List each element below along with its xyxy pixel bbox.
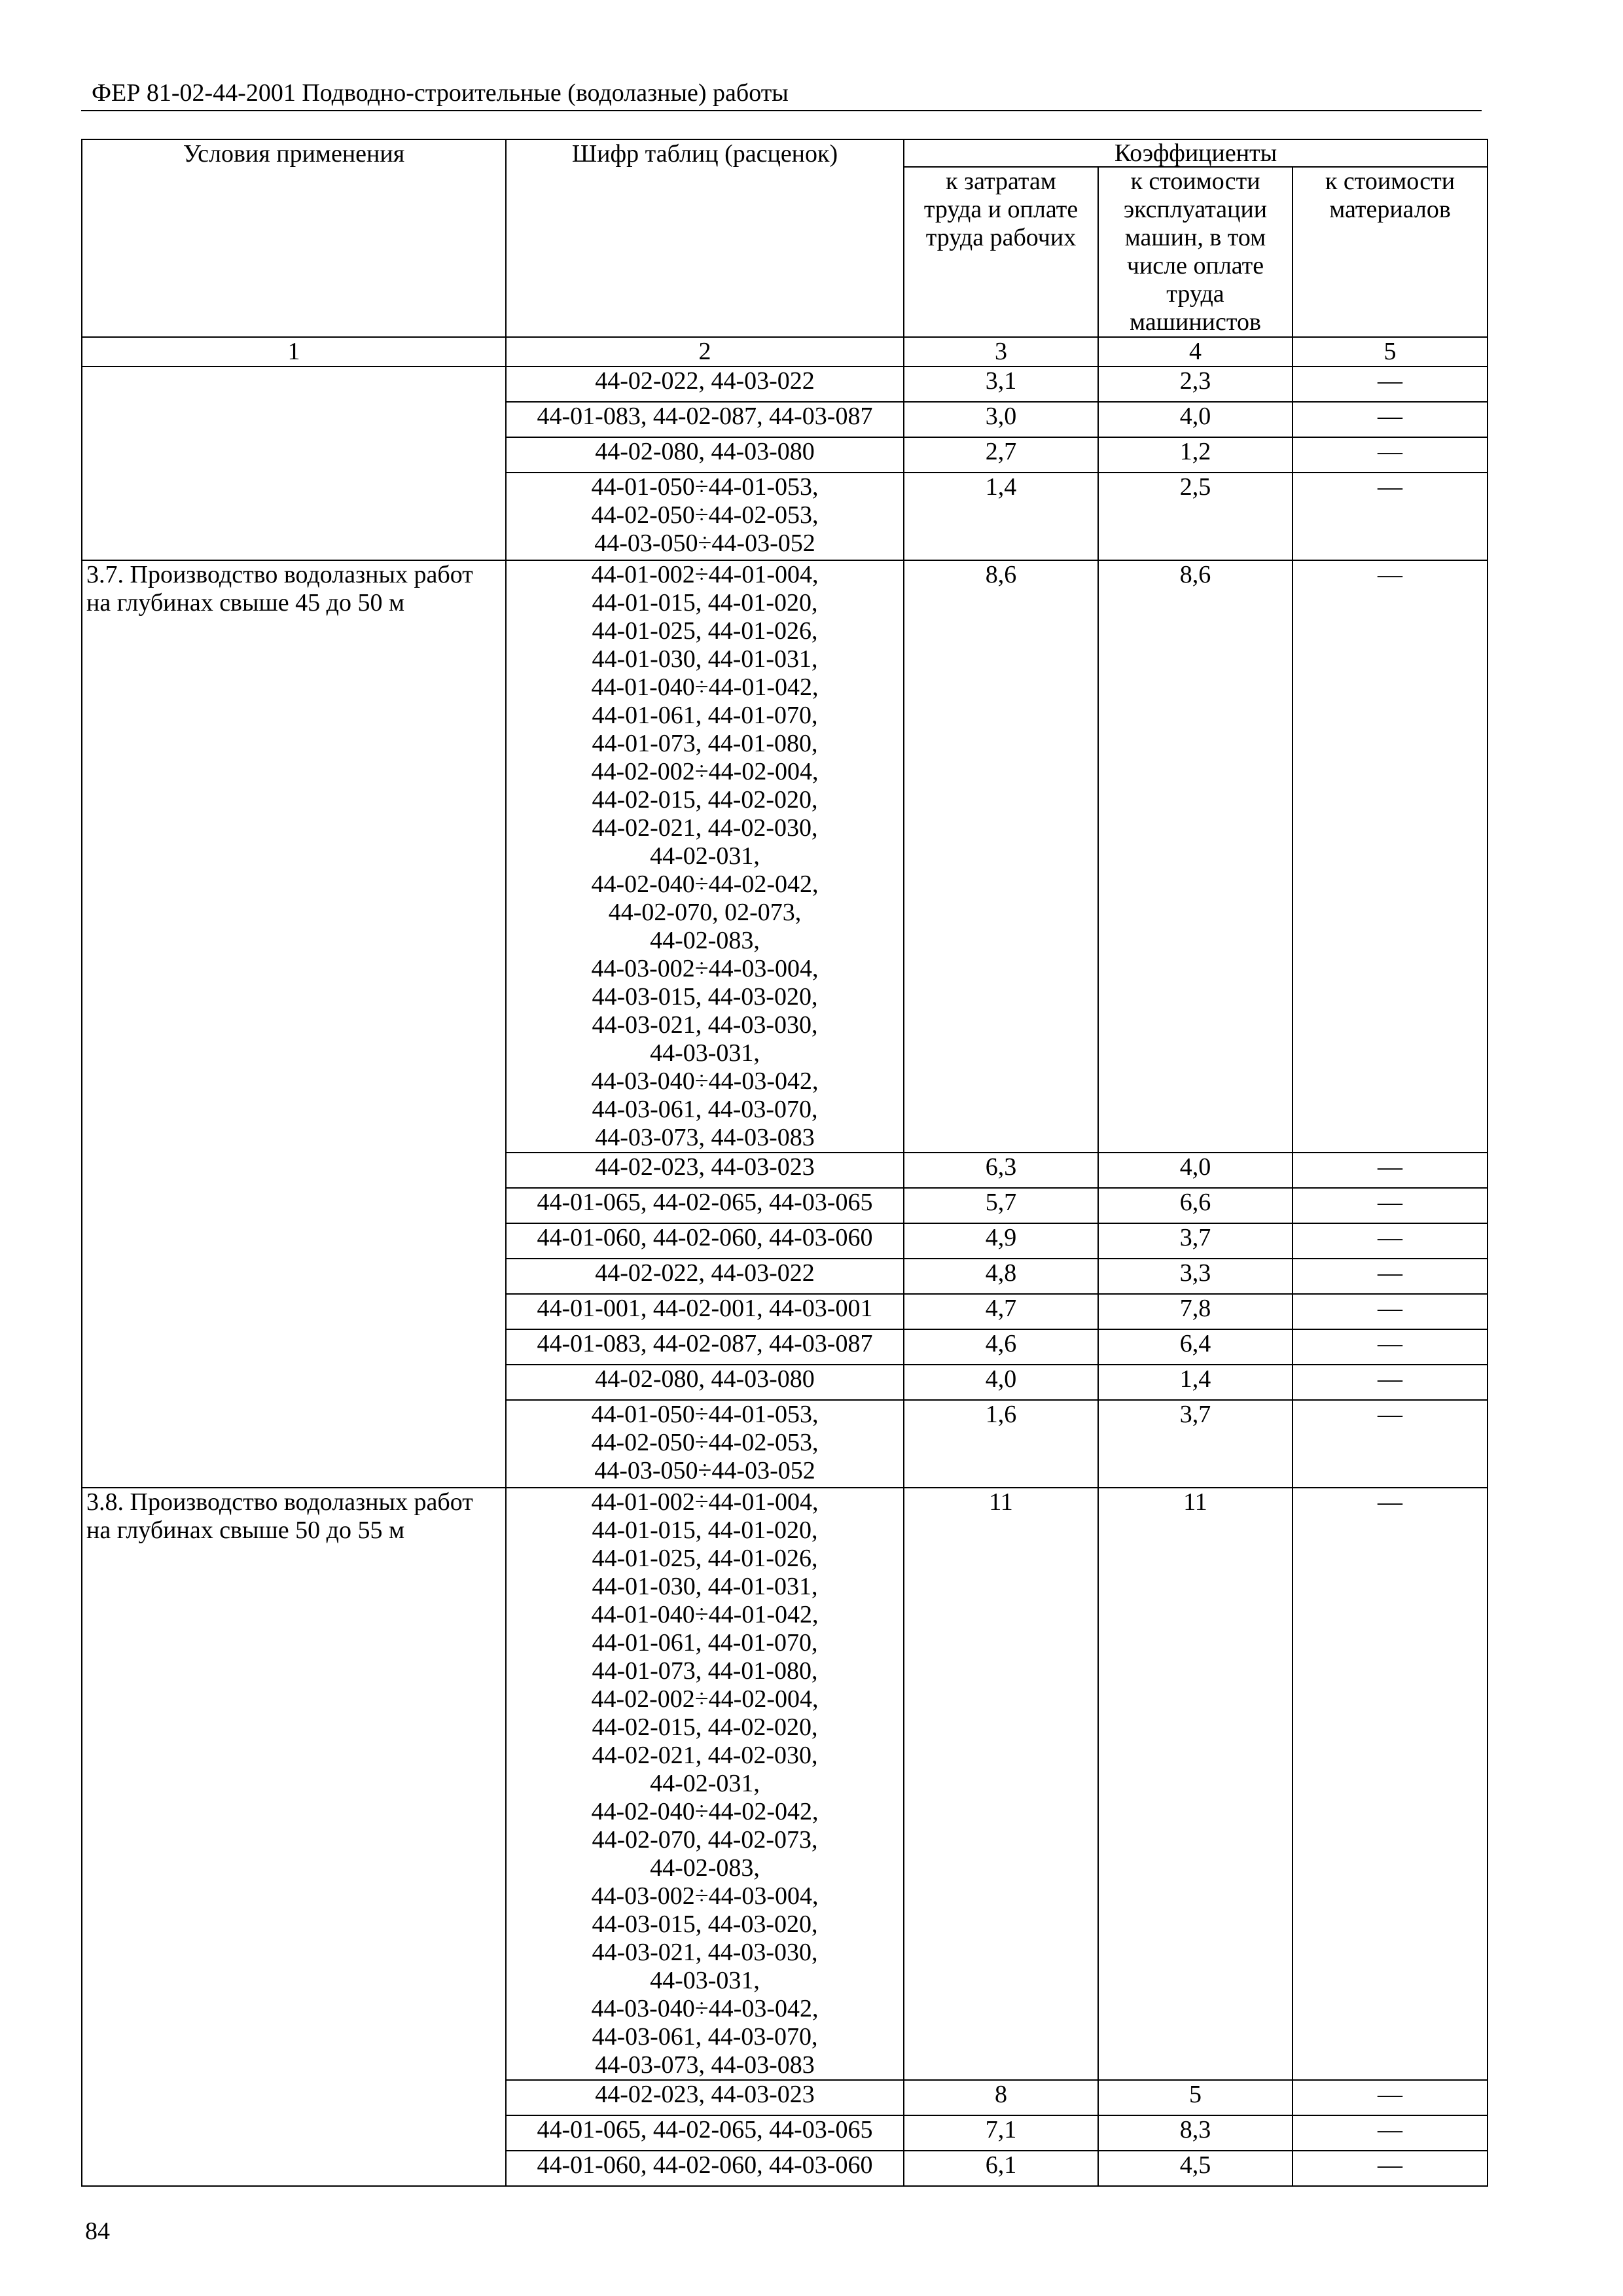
labor-coef-cell: 3,1 (904, 367, 1098, 402)
materials-coef-cell: — (1293, 2080, 1488, 2115)
materials-coef-cell: — (1293, 437, 1488, 473)
codes-cell: 44-01-050÷44-01-053, 44-02-050÷44-02-053, 44-03-050÷44-03-052 (506, 473, 904, 560)
coefficients-header: Коэффициенты (904, 139, 1488, 167)
labor-coef-cell: 8,6 (904, 560, 1098, 1153)
materials-coef-cell: — (1293, 473, 1488, 560)
codes-cell: 44-02-023, 44-03-023 (506, 2080, 904, 2115)
labor-coef-cell: 4,7 (904, 1294, 1098, 1329)
col4-header: к стоимости эксплуатации машин, в том числе оплате труда машинистов (1098, 167, 1293, 337)
labor-coef-cell: 1,6 (904, 1400, 1098, 1488)
column-number-row (82, 337, 1488, 367)
codes-cell: 44-02-022, 44-03-022 (506, 367, 904, 402)
codes-cell: 44-01-065, 44-02-065, 44-03-065 (506, 2115, 904, 2151)
codes-cell: 44-01-060, 44-02-060, 44-03-060 (506, 1223, 904, 1259)
labor-coef-cell: 2,7 (904, 437, 1098, 473)
machines-coef-cell: 1,2 (1098, 437, 1293, 473)
machines-coef-cell: 5 (1098, 2080, 1293, 2115)
table-row (82, 367, 1488, 402)
codes-cell: 44-02-022, 44-03-022 (506, 1259, 904, 1294)
materials-coef-cell: — (1293, 2115, 1488, 2151)
labor-coef-cell: 4,0 (904, 1365, 1098, 1400)
page-number: 84 (85, 2217, 110, 2245)
labor-coef-cell: 6,1 (904, 2151, 1098, 2186)
codes-cell: 44-01-065, 44-02-065, 44-03-065 (506, 1188, 904, 1223)
condition-cell (82, 367, 506, 560)
header-rule (81, 110, 1482, 111)
machines-coef-cell: 2,3 (1098, 367, 1293, 402)
codes-cell: 44-02-080, 44-03-080 (506, 1365, 904, 1400)
machines-coef-cell: 4,0 (1098, 402, 1293, 437)
labor-coef-cell: 5,7 (904, 1188, 1098, 1223)
machines-coef-cell: 8,6 (1098, 560, 1293, 1153)
codes-cell: 44-01-050÷44-01-053, 44-02-050÷44-02-053, 44-03-050÷44-03-052 (506, 1400, 904, 1488)
materials-coef-cell: — (1293, 1294, 1488, 1329)
machines-coef-cell: 3,3 (1098, 1259, 1293, 1294)
machines-coef-cell: 8,3 (1098, 2115, 1293, 2151)
machines-coef-cell: 3,7 (1098, 1223, 1293, 1259)
labor-coef-cell: 1,4 (904, 473, 1098, 560)
table-row (82, 560, 1488, 1153)
col-number: 5 (1293, 337, 1488, 367)
materials-coef-cell: — (1293, 1329, 1488, 1365)
col1-header: Условия применения (82, 139, 506, 337)
col5-header: к стоимости материалов (1293, 167, 1488, 337)
condition-cell: 3.8. Производство водолазных работ на глубинах свыше 50 до 55 м (82, 1488, 506, 2186)
labor-coef-cell: 4,8 (904, 1259, 1098, 1294)
codes-cell: 44-02-080, 44-03-080 (506, 437, 904, 473)
labor-coef-cell: 4,9 (904, 1223, 1098, 1259)
labor-coef-cell: 11 (904, 1488, 1098, 2080)
table-row (82, 1488, 1488, 2080)
codes-cell: 44-01-083, 44-02-087, 44-03-087 (506, 402, 904, 437)
codes-cell: 44-01-083, 44-02-087, 44-03-087 (506, 1329, 904, 1365)
codes-cell: 44-01-002÷44-01-004, 44-01-015, 44-01-020, 44-01-025, 44-01-026, 44-01-030, 44-01-031, 44-01-040÷44-01-042, 44-01-061, 44-01-070, 44-01-073, 44-01-080, 44-02-002÷44-02-004, 44-02-015, 44-02-020, 44-02-021, 44-02-030, 44-02-031, 44-02-040÷44-02-042, 44-02-070, 44-02-073, 44-02-083, 44-03-002÷44-03-004, 44-03-015, 44-03-020, 44-03-021, 44-03-030, 44-03-031, 44-03-040÷44-03-042, 44-03-061, 44-03-070, 44-03-073, 44-03-083 (506, 1488, 904, 2080)
materials-coef-cell: — (1293, 1488, 1488, 2080)
machines-coef-cell: 6,4 (1098, 1329, 1293, 1365)
table-header-row (82, 139, 1488, 167)
labor-coef-cell: 3,0 (904, 402, 1098, 437)
machines-coef-cell: 6,6 (1098, 1188, 1293, 1223)
labor-coef-cell: 4,6 (904, 1329, 1098, 1365)
materials-coef-cell: — (1293, 1153, 1488, 1188)
materials-coef-cell: — (1293, 1365, 1488, 1400)
machines-coef-cell: 1,4 (1098, 1365, 1293, 1400)
materials-coef-cell: — (1293, 1188, 1488, 1223)
col-number: 2 (506, 337, 904, 367)
col3-header: к затратам труда и оплате труда рабочих (904, 167, 1098, 337)
machines-coef-cell: 4,5 (1098, 2151, 1293, 2186)
machines-coef-cell: 4,0 (1098, 1153, 1293, 1188)
col-number: 4 (1098, 337, 1293, 367)
materials-coef-cell: — (1293, 1400, 1488, 1488)
machines-coef-cell: 11 (1098, 1488, 1293, 2080)
materials-coef-cell: — (1293, 1223, 1488, 1259)
coefficients-table (81, 139, 1488, 2187)
col-number: 1 (82, 337, 506, 367)
machines-coef-cell: 3,7 (1098, 1400, 1293, 1488)
materials-coef-cell: — (1293, 402, 1488, 437)
materials-coef-cell: — (1293, 560, 1488, 1153)
labor-coef-cell: 6,3 (904, 1153, 1098, 1188)
table-body (82, 367, 1488, 2186)
materials-coef-cell: — (1293, 2151, 1488, 2186)
codes-cell: 44-01-001, 44-02-001, 44-03-001 (506, 1294, 904, 1329)
labor-coef-cell: 7,1 (904, 2115, 1098, 2151)
col2-header: Шифр таблиц (расценок) (506, 139, 904, 337)
col-number: 3 (904, 337, 1098, 367)
machines-coef-cell: 2,5 (1098, 473, 1293, 560)
codes-cell: 44-02-023, 44-03-023 (506, 1153, 904, 1188)
materials-coef-cell: — (1293, 367, 1488, 402)
condition-cell: 3.7. Производство водолазных работ на глубинах свыше 45 до 50 м (82, 560, 506, 1488)
page-header-title: ФЕР 81-02-44-2001 Подводно-строительные (водолазные) работы (92, 79, 789, 107)
labor-coef-cell: 8 (904, 2080, 1098, 2115)
materials-coef-cell: — (1293, 1259, 1488, 1294)
machines-coef-cell: 7,8 (1098, 1294, 1293, 1329)
codes-cell: 44-01-060, 44-02-060, 44-03-060 (506, 2151, 904, 2186)
codes-cell: 44-01-002÷44-01-004, 44-01-015, 44-01-020, 44-01-025, 44-01-026, 44-01-030, 44-01-031, 44-01-040÷44-01-042, 44-01-061, 44-01-070, 44-01-073, 44-01-080, 44-02-002÷44-02-004, 44-02-015, 44-02-020, 44-02-021, 44-02-030, 44-02-031, 44-02-040÷44-02-042, 44-02-070, 02-073, 44-02-083, 44-03-002÷44-03-004, 44-03-015, 44-03-020, 44-03-021, 44-03-030, 44-03-031, 44-03-040÷44-03-042, 44-03-061, 44-03-070, 44-03-073, 44-03-083 (506, 560, 904, 1153)
